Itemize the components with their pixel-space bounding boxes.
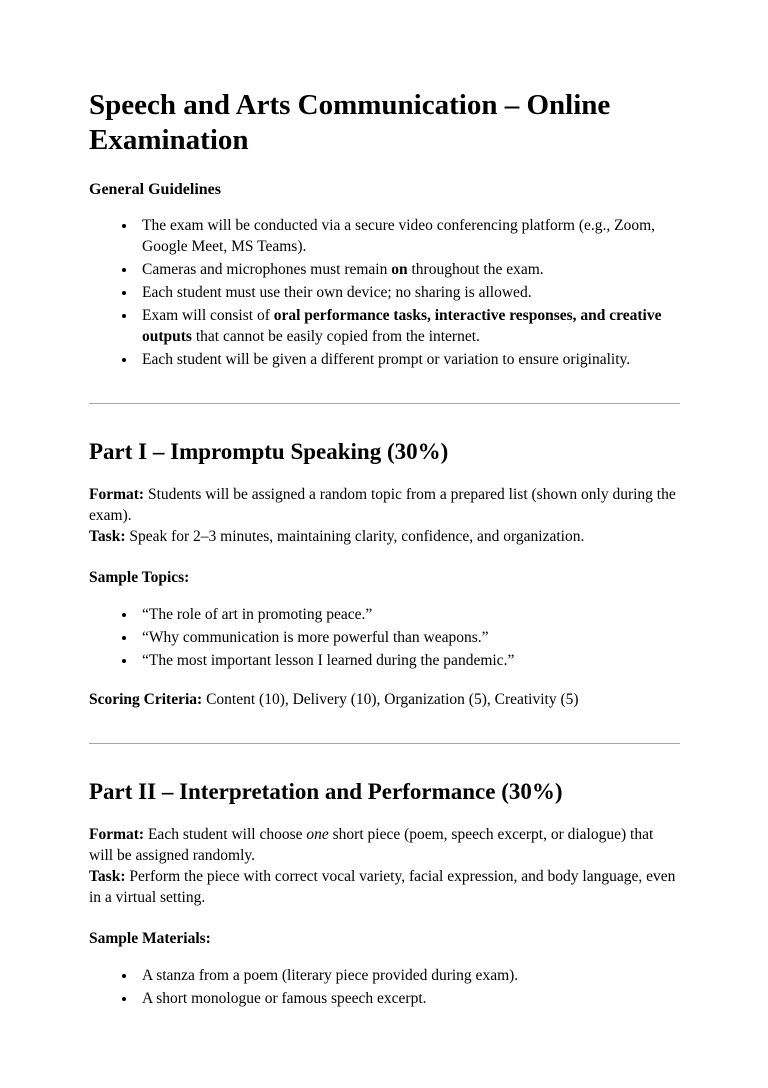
guidelines-list [89, 216, 680, 370]
sample-topics-list [89, 605, 680, 672]
part1-format-task [89, 485, 680, 548]
sample-materials-list [89, 966, 680, 1010]
guidelines-item: • Each student will be given a different prompt or variation to ensure originality. [137, 350, 680, 371]
sample-materials-heading: Sample Materials: [89, 930, 211, 948]
part2-format-task [89, 825, 680, 909]
scoring-criteria: Scoring Criteria: Content (10), Delivery (10), Organization (5), Creativity (5) [89, 690, 579, 708]
guidelines-item: • Cameras and microphones must remain on throughout the exam. [137, 260, 680, 281]
document-title: Speech and Arts Communication – Online Examination [89, 89, 611, 157]
sample-material-item: • A short monologue or famous speech excerpt. [137, 989, 680, 1010]
sample-topic-item: • “The most important lesson I learned during the pandemic.” [137, 651, 680, 672]
part2-task-line: Task: Perform the piece with correct vocal variety, facial expression, and body language, even in a virtual setting. [89, 868, 676, 907]
part1-task-line: Task: Speak for 2–3 minutes, maintaining clarity, confidence, and organization. [89, 528, 585, 546]
section-divider [89, 403, 680, 404]
part2-format-line: Format: Each student will choose one short piece (poem, speech excerpt, or dialogue) that will be assigned randomly. [89, 826, 654, 865]
guidelines-item: • Exam will consist of oral performance tasks, interactive responses, and creative outputs that cannot be easily copied from the internet. [137, 306, 680, 348]
sample-material-item: • A stanza from a poem (literary piece provided during exam). [137, 966, 680, 987]
sample-topics-heading: Sample Topics: [89, 569, 190, 587]
part1-format-line: Format: Students will be assigned a random topic from a prepared list (shown only during the exam). [89, 486, 676, 525]
sample-topic-item: • “Why communication is more powerful than weapons.” [137, 628, 680, 649]
guidelines-item: • The exam will be conducted via a secure video conferencing platform (e.g., Zoom, Google Meet, MS Teams). [137, 216, 680, 258]
guidelines-item: • Each student must use their own device; no sharing is allowed. [137, 283, 680, 304]
sample-topic-item: • “The role of art in promoting peace.” [137, 605, 680, 626]
section-divider [89, 743, 680, 744]
general-guidelines-heading: General Guidelines [89, 180, 221, 198]
part1-heading: Part I – Impromptu Speaking (30%) [89, 438, 449, 464]
part2-heading: Part II – Interpretation and Performance (30%) [89, 778, 563, 804]
